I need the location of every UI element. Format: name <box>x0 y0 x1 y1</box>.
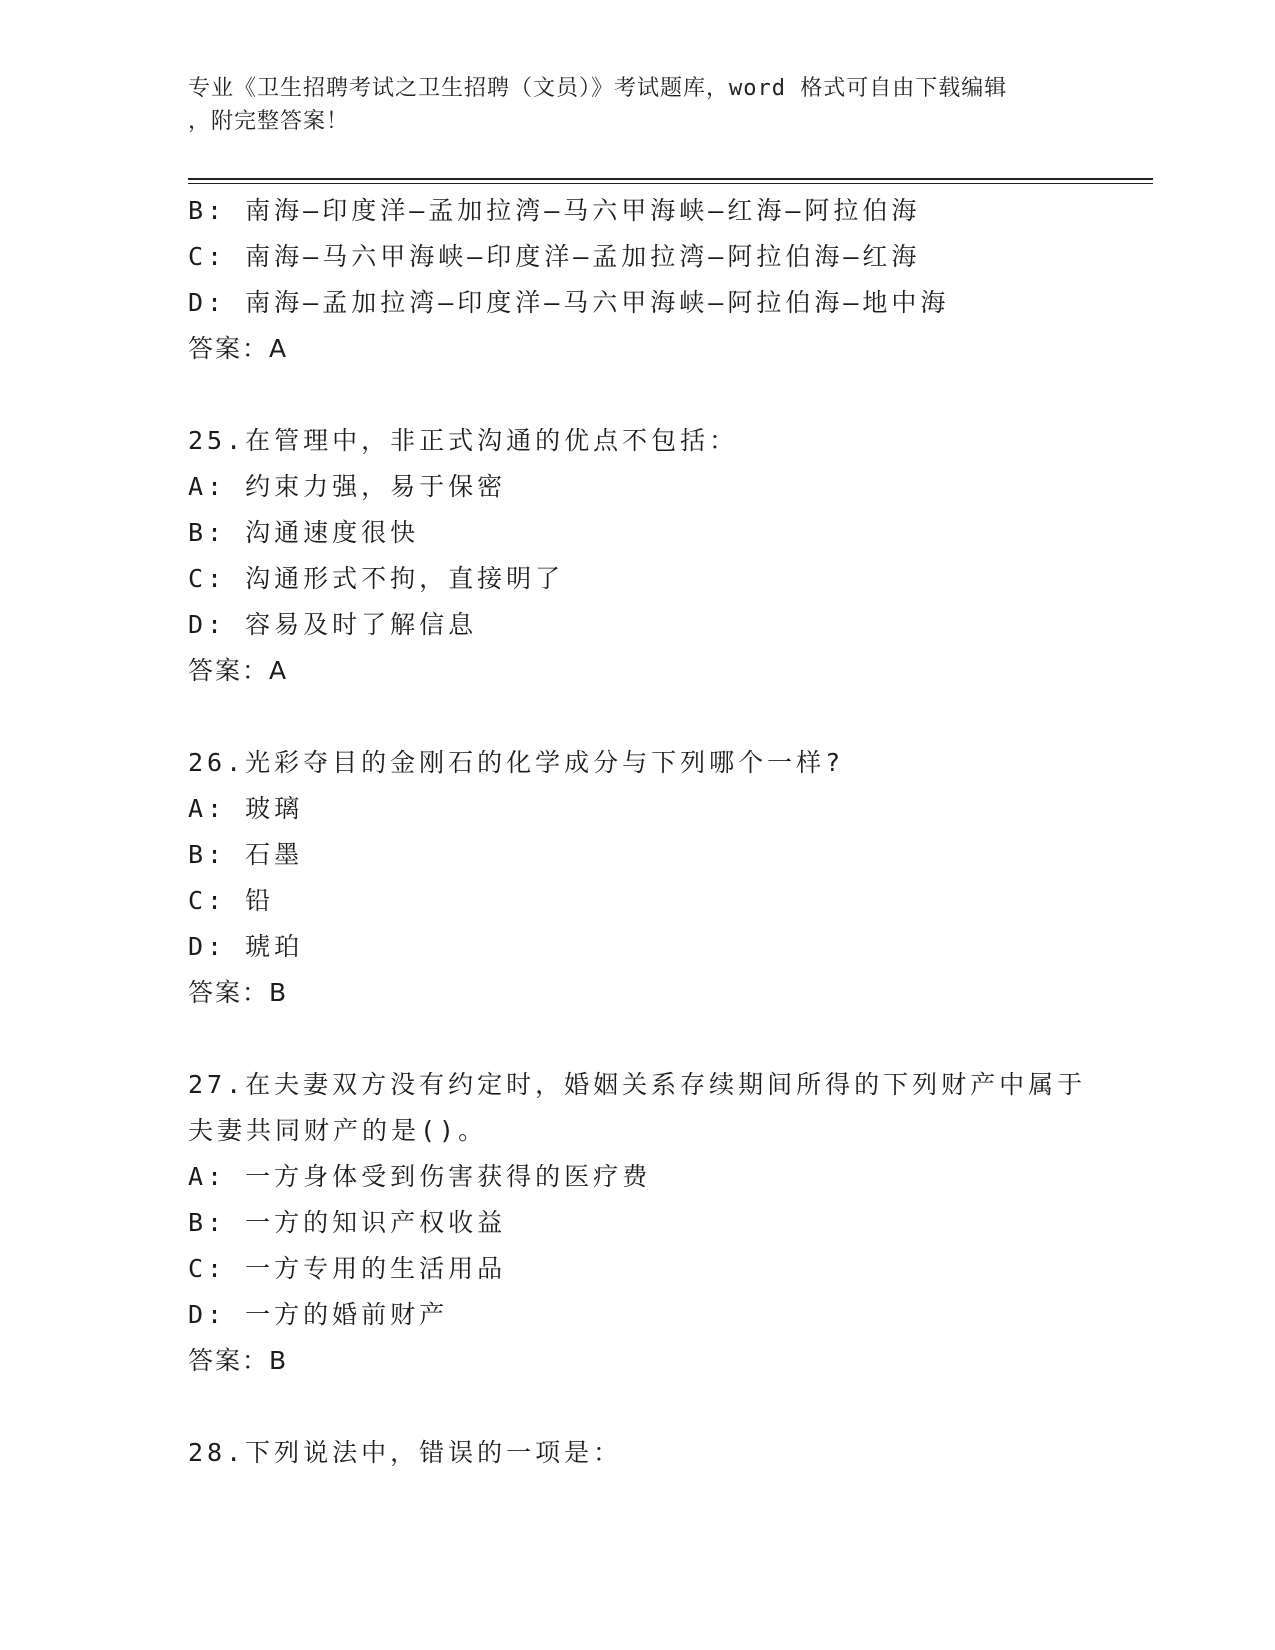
question-27 <box>188 1062 1088 1384</box>
question-text-line-1: 27.在夫妻双方没有约定时，婚姻关系存续期间所得的下列财产中属于 <box>188 1070 1087 1099</box>
option-b: B: 南海—印度洋—孟加拉湾—马六甲海峡—红海—阿拉伯海 <box>188 196 921 225</box>
option-c: C: 一方专用的生活用品 <box>188 1254 507 1283</box>
question-text: 26.光彩夺目的金刚石的化学成分与下列哪个一样? <box>188 748 845 777</box>
header-divider-thick <box>188 178 1153 180</box>
question-gap <box>188 1384 1088 1430</box>
question-gap <box>188 372 1088 418</box>
header-divider-thin <box>188 183 1153 184</box>
answer-label: 答案：A <box>188 656 289 685</box>
question-gap <box>188 694 1088 740</box>
option-d: D: 南海—孟加拉湾—印度洋—马六甲海峡—阿拉伯海—地中海 <box>188 288 950 317</box>
question-26 <box>188 740 1088 1016</box>
option-b: B: 一方的知识产权收益 <box>188 1208 507 1237</box>
question-text-line-2: 夫妻共同财产的是()。 <box>188 1116 488 1145</box>
question-text: 28.下列说法中，错误的一项是： <box>188 1438 623 1467</box>
option-b: B: 石墨 <box>188 840 304 869</box>
option-d: D: 容易及时了解信息 <box>188 610 478 639</box>
question-content <box>188 188 1088 1476</box>
header-line-2: ，附完整答案！ <box>188 109 350 134</box>
question-28 <box>188 1430 1088 1476</box>
option-b: B: 沟通速度很快 <box>188 518 420 547</box>
header-line-1: 专业《卫生招聘考试之卫生招聘（文员）》考试题库，word 格式可自由下载编辑 <box>188 76 1008 101</box>
option-a: A: 一方身体受到伤害获得的医疗费 <box>188 1162 652 1191</box>
option-d: D: 一方的婚前财产 <box>188 1300 449 1329</box>
option-a: A: 玻璃 <box>188 794 304 823</box>
answer-label: 答案：A <box>188 334 289 363</box>
option-c: C: 南海—马六甲海峡—印度洋—孟加拉湾—阿拉伯海—红海 <box>188 242 921 271</box>
option-d: D: 琥珀 <box>188 932 304 961</box>
answer-label: 答案：B <box>188 978 289 1007</box>
question-25 <box>188 418 1088 694</box>
option-a: A: 约束力强，易于保密 <box>188 472 507 501</box>
question-gap <box>188 1016 1088 1062</box>
answer-label: 答案：B <box>188 1346 289 1375</box>
option-c: C: 沟通形式不拘，直接明了 <box>188 564 565 593</box>
option-c: C: 铅 <box>188 886 275 915</box>
page-header <box>188 72 1088 138</box>
question-24-continued <box>188 188 1088 372</box>
question-text: 25.在管理中，非正式沟通的优点不包括： <box>188 426 739 455</box>
